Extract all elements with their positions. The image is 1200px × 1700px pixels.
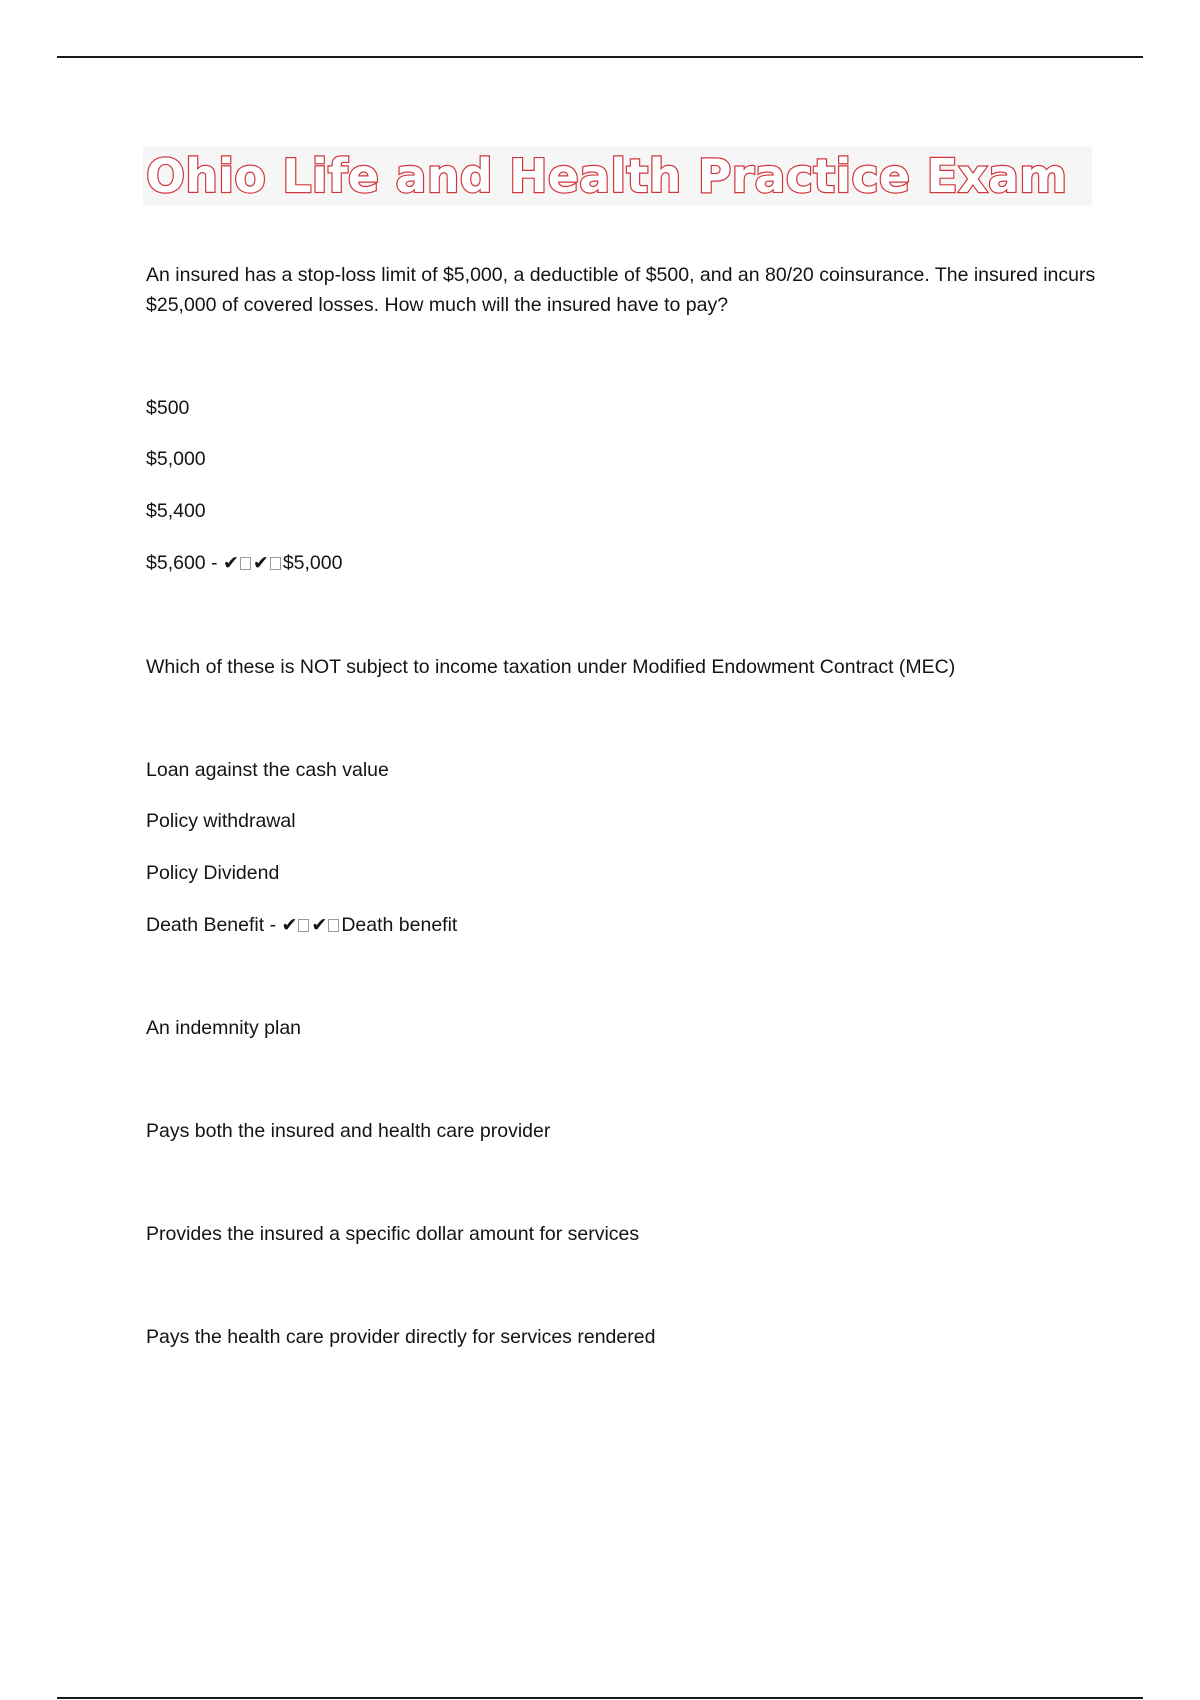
document-title: Ohio Life and Health Practice Exam: [146, 149, 1068, 203]
question-2-option-2: Policy withdrawal: [146, 810, 296, 832]
check-icon: ✔: [252, 552, 269, 574]
option-label: Death Benefit -: [146, 914, 282, 936]
question-1-option-1: $500: [146, 397, 190, 419]
question-2: Which of these is NOT subject to income taxation under Modified Endowment Contract (MEC): [146, 656, 956, 678]
question-1-option-4: [146, 548, 342, 578]
question-1-option-3: $5,400: [146, 500, 206, 522]
question-1-option-2: $5,000: [146, 448, 206, 470]
question-2-option-3: Policy Dividend: [146, 862, 280, 884]
missing-glyph-icon: [270, 557, 281, 570]
answer-text: $5,000: [282, 552, 343, 574]
question-3-option-2: Provides the insured a specific dollar amount for services: [146, 1223, 640, 1245]
answer-text: Death benefit: [341, 914, 458, 936]
question-3-option-3: Pays the health care provider directly for services rendered: [146, 1326, 656, 1348]
footer-rule: [57, 1697, 1143, 1699]
question-1: An insured has a stop-loss limit of $5,000, a deductible of $500, and an 80/20 coinsurance. The insured incurs $25,000 of covered losses. How much will the insured have to pay?: [146, 264, 1096, 316]
question-3-option-1: Pays both the insured and health care provider: [146, 1120, 551, 1142]
header-rule: [57, 56, 1143, 58]
option-label: $5,600 -: [146, 552, 223, 574]
missing-glyph-icon: [328, 919, 339, 932]
question-2-option-1: Loan against the cash value: [146, 759, 389, 781]
check-icon: ✔: [311, 914, 328, 936]
check-icon: ✔: [222, 552, 239, 574]
question-2-option-4: [146, 910, 457, 940]
question-3: An indemnity plan: [146, 1017, 302, 1039]
missing-glyph-icon: [298, 919, 309, 932]
missing-glyph-icon: [240, 557, 251, 570]
check-icon: ✔: [281, 914, 298, 936]
